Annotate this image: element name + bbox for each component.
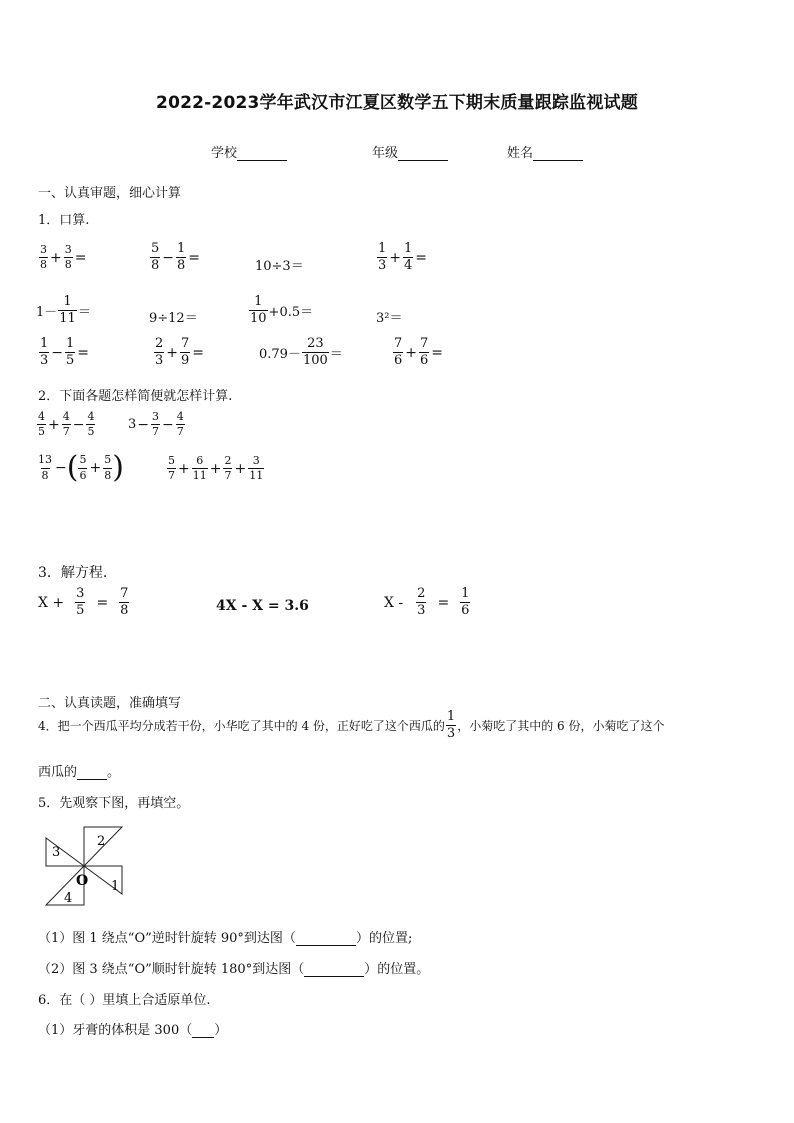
rotation-figure bbox=[44, 826, 124, 906]
fraction: $\frac{7}{6}$ bbox=[394, 336, 403, 369]
fraction: $\frac{5}{7}$ bbox=[168, 454, 175, 483]
q3-eq-3: X - $\frac{2}{3}$ = $\frac{1}{6}$ bbox=[384, 586, 470, 619]
section2-heading: 二、认真读题，准确填写 bbox=[38, 696, 182, 711]
fraction: $\frac{5}{8}$ bbox=[151, 241, 160, 274]
figure-label-1: 1 bbox=[111, 879, 120, 894]
fraction: $\frac{7}{8}$ bbox=[120, 586, 129, 619]
school-field[interactable] bbox=[211, 142, 287, 161]
fraction: $\frac{5}{8}$ bbox=[104, 453, 112, 482]
q1-r2-b: 9÷12＝ bbox=[149, 311, 198, 326]
school-label: 学校 bbox=[211, 146, 238, 161]
fraction: $\frac{13}{8}$ bbox=[38, 453, 52, 482]
q2-expr-2: 3 − $\frac{3}{7}$ − $\frac{4}{7}$ bbox=[128, 410, 184, 439]
figure-label-4: 4 bbox=[64, 891, 73, 906]
q1-label: 1．口算. bbox=[38, 213, 90, 228]
grade-blank[interactable] bbox=[398, 147, 448, 161]
fraction: $\frac{6}{11}$ bbox=[192, 454, 207, 483]
q3-eq-1: X + $\frac{3}{5}$ = $\frac{7}{8}$ bbox=[38, 586, 129, 619]
fraction: $\frac{2}{3}$ bbox=[417, 586, 426, 619]
q6-sub1-blank[interactable] bbox=[192, 1024, 214, 1038]
fraction: $\frac{23}{100}$ bbox=[302, 336, 328, 369]
section1-heading: 一、认真审题，细心计算 bbox=[38, 186, 182, 201]
q5-sub1-blank[interactable] bbox=[296, 932, 356, 946]
q4-answer-blank[interactable] bbox=[77, 766, 107, 780]
figure-center-o: O bbox=[76, 873, 89, 889]
grade-label: 年级 bbox=[372, 146, 399, 161]
q1-r3-d: $\frac{7}{6}$ + $\frac{7}{6}$ = bbox=[394, 336, 444, 369]
fraction: $\frac{3}{7}$ bbox=[152, 410, 160, 439]
fraction: $\frac{1}{3}$ bbox=[40, 336, 49, 369]
fraction: $\frac{3}{5}$ bbox=[76, 586, 85, 619]
fraction: $\frac{1}{3}$ bbox=[378, 241, 387, 274]
q5-label: 5．先观察下图，再填空。 bbox=[38, 796, 190, 811]
fraction: $\frac{1}{3}$ bbox=[446, 709, 456, 742]
q4-line2: 西瓜的 。 bbox=[38, 765, 121, 780]
q1-r3-c: 0.79－ $\frac{23}{100}$ ＝ bbox=[259, 336, 343, 369]
fraction: $\frac{7}{9}$ bbox=[181, 336, 190, 369]
name-blank[interactable] bbox=[533, 147, 583, 161]
q1-r2-a: 1－ $\frac{1}{11}$ ＝ bbox=[36, 294, 91, 327]
q3-eq-2: 4X - X = 3.6 bbox=[216, 598, 309, 614]
q6-sub1: （1）牙膏的体积是 300（ ） bbox=[38, 1023, 228, 1038]
fraction: $\frac{1}{5}$ bbox=[66, 336, 75, 369]
fraction: $\frac{1}{8}$ bbox=[177, 241, 186, 274]
q5-sub2: （2）图 3 绕点“O”顺时针旋转 180°到达图（ ）的位置。 bbox=[38, 962, 430, 977]
fraction: $\frac{1}{10}$ bbox=[250, 294, 267, 327]
school-blank[interactable] bbox=[237, 147, 287, 161]
name-label: 姓名 bbox=[507, 146, 534, 161]
fraction: $\frac{2}{3}$ bbox=[155, 336, 164, 369]
figure-label-3: 3 bbox=[52, 845, 61, 860]
q3-label: 3．解方程. bbox=[38, 565, 108, 581]
q2-expr-1: $\frac{4}{5}$ + $\frac{4}{7}$ − $\frac{4}{5}$ bbox=[38, 410, 95, 439]
q1-r3-b: $\frac{2}{3}$ + $\frac{7}{9}$ = bbox=[155, 336, 205, 369]
fraction: $\frac{3}{8}$ bbox=[40, 243, 47, 272]
fraction: $\frac{4}{5}$ bbox=[38, 410, 45, 439]
page-title: 2022-2023学年武汉市江夏区数学五下期末质量跟踪监视试题 bbox=[156, 93, 638, 113]
q1-r2-d: 3²＝ bbox=[376, 311, 403, 326]
q1-r1-a: $\frac{3}{8}$ + $\frac{3}{8}$ = bbox=[40, 243, 87, 272]
fraction: $\frac{4}{7}$ bbox=[176, 410, 184, 439]
q1-r1-b: $\frac{5}{8}$ − $\frac{1}{8}$ = bbox=[151, 241, 201, 274]
q2-label: 2．下面各题怎样简便就怎样计算. bbox=[38, 389, 233, 404]
q6-label: 6．在（ ）里填上合适原单位. bbox=[38, 993, 211, 1008]
fraction: $\frac{7}{6}$ bbox=[420, 336, 429, 369]
fraction: $\frac{3}{8}$ bbox=[64, 243, 72, 272]
q5-sub1: （1）图 1 绕点“O”逆时针旋转 90°到达图（ ）的位置; bbox=[38, 931, 413, 946]
q2-expr-3: $\frac{13}{8}$ − ( $\frac{5}{6}$ + $\frac{5}{8}$ ) bbox=[38, 450, 124, 485]
fraction: $\frac{3}{11}$ bbox=[249, 454, 264, 483]
q1-r1-c: 10÷3＝ bbox=[255, 259, 304, 274]
grade-field[interactable] bbox=[372, 142, 448, 161]
q2-expr-4: $\frac{5}{7}$ + $\frac{6}{11}$ + $\frac{2}{7}$ + $\frac{3}{11}$ bbox=[168, 454, 264, 483]
fraction: $\frac{1}{6}$ bbox=[461, 586, 470, 619]
q1-r2-c: $\frac{1}{10}$ +0.5＝ bbox=[250, 294, 314, 327]
q5-sub2-blank[interactable] bbox=[304, 963, 364, 977]
q4-line1: 4．把一个西瓜平均分成若干份，小华吃了其中的 4 份，正好吃了这个西瓜的 $\frac{1}{3}$ ，小菊吃了其中的 6 份，小菊吃了这个 bbox=[38, 709, 665, 742]
fraction: $\frac{2}{7}$ bbox=[224, 454, 232, 483]
fraction: $\frac{4}{7}$ bbox=[62, 410, 70, 439]
q1-r3-a: $\frac{1}{3}$ − $\frac{1}{5}$ = bbox=[40, 336, 90, 369]
fraction: $\frac{5}{6}$ bbox=[79, 453, 87, 482]
fraction: $\frac{1}{4}$ bbox=[404, 241, 413, 274]
name-field[interactable] bbox=[507, 142, 583, 161]
fraction: $\frac{4}{5}$ bbox=[87, 410, 95, 439]
figure-label-2: 2 bbox=[97, 834, 106, 849]
q1-r1-d: $\frac{1}{3}$ + $\frac{1}{4}$ = bbox=[378, 241, 428, 274]
fraction: $\frac{1}{11}$ bbox=[59, 294, 76, 327]
